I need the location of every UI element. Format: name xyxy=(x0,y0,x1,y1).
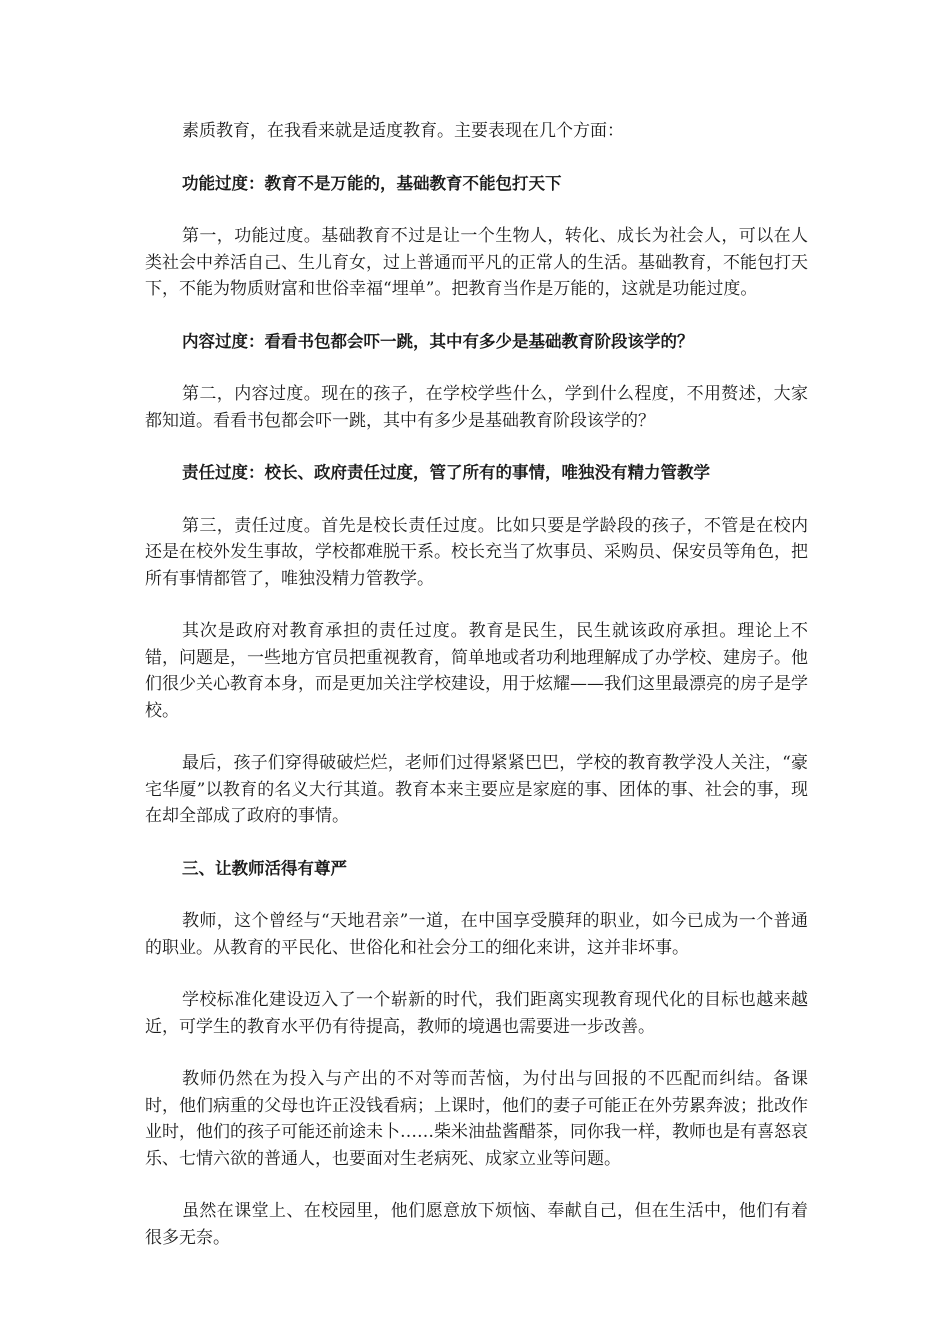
paragraph-principal-responsibility: 第三，责任过度。首先是校长责任过度。比如只要是学龄段的孩子，不管是在校内还是在校外发生事故，学校都难脱干系。校长充当了炊事员、采购员、保安员等角色，把所有事情都管了，唯独没精力管教学。 xyxy=(145,515,808,589)
section-heading-content: 内容过度：看看书包都会吓一跳，其中有多少是基础教育阶段该学的？ xyxy=(182,331,694,351)
paragraph-teacher-profession: 教师，这个曾经与“天地君亲”一道，在中国享受膜拜的职业，如今已成为一个普通的职业。从教育的平民化、世俗化和社会分工的细化来讲，这并非坏事。 xyxy=(145,911,808,958)
paragraph-government-responsibility: 其次是政府对教育承担的责任过度。教育是民生，民生就该政府承担。理论上不错，问题是，一些地方官员把重视教育，简单地或者功利地理解成了办学校、建房子。他们很少关心教育本身，而是更加关注学校建设，用于炫耀——我们这里最漂亮的房子是学校。 xyxy=(145,621,808,721)
paragraph-teacher-helplessness: 虽然在课堂上、在校园里，他们愿意放下烦恼、奉献自己，但在生活中，他们有着很多无奈。 xyxy=(145,1201,808,1248)
paragraph-school-standardization: 学校标准化建设迈入了一个崭新的时代，我们距离实现教育现代化的目标也越来越近，可学生的教育水平仍有待提高，教师的境遇也需要进一步改善。 xyxy=(145,990,808,1037)
paragraph-function-excess: 第一，功能过度。基础教育不过是让一个生物人，转化、成长为社会人，可以在人类社会中养活自己、生儿育女，过上普通而平凡的正常人的生活。基础教育，不能包打天下，不能为物质财富和世俗幸福“埋单”。把教育当作是万能的，这就是功能过度。 xyxy=(145,226,808,299)
paragraph-teacher-worries: 教师仍然在为投入与产出的不对等而苦恼，为付出与回报的不匹配而纠结。备课时，他们病重的父母也许正没钱看病；上课时，他们的妻子可能正在外劳累奔波；批改作业时，他们的孩子可能还前途未卜……柴米油盐酱醋茶，同你我一样，教师也是有喜怒哀乐、七情六欲的普通人，也要面对生老病死、成家立业等问题。 xyxy=(145,1069,808,1169)
paragraph-finally: 最后，孩子们穿得破破烂烂，老师们过得紧紧巴巴，学校的教育教学没人关注，“豪宅华厦”以教育的名义大行其道。教育本来主要应是家庭的事、团体的事、社会的事，现在却全部成了政府的事情。 xyxy=(145,753,808,826)
paragraph-content-excess: 第二，内容过度。现在的孩子，在学校学些什么，学到什么程度，不用赘述，大家都知道。看看书包都会吓一跳，其中有多少是基础教育阶段该学的？ xyxy=(145,384,808,431)
section-heading-function: 功能过度：教育不是万能的，基础教育不能包打天下 xyxy=(182,173,562,193)
document-page xyxy=(145,118,808,1277)
section-heading-responsibility: 责任过度：校长、政府责任过度，管了所有的事情，唯独没有精力管教学 xyxy=(182,463,710,482)
section-heading-teacher-dignity: 三、让教师活得有尊严 xyxy=(182,858,347,878)
intro-paragraph: 素质教育，在我看来就是适度教育。主要表现在几个方面： xyxy=(182,121,624,141)
